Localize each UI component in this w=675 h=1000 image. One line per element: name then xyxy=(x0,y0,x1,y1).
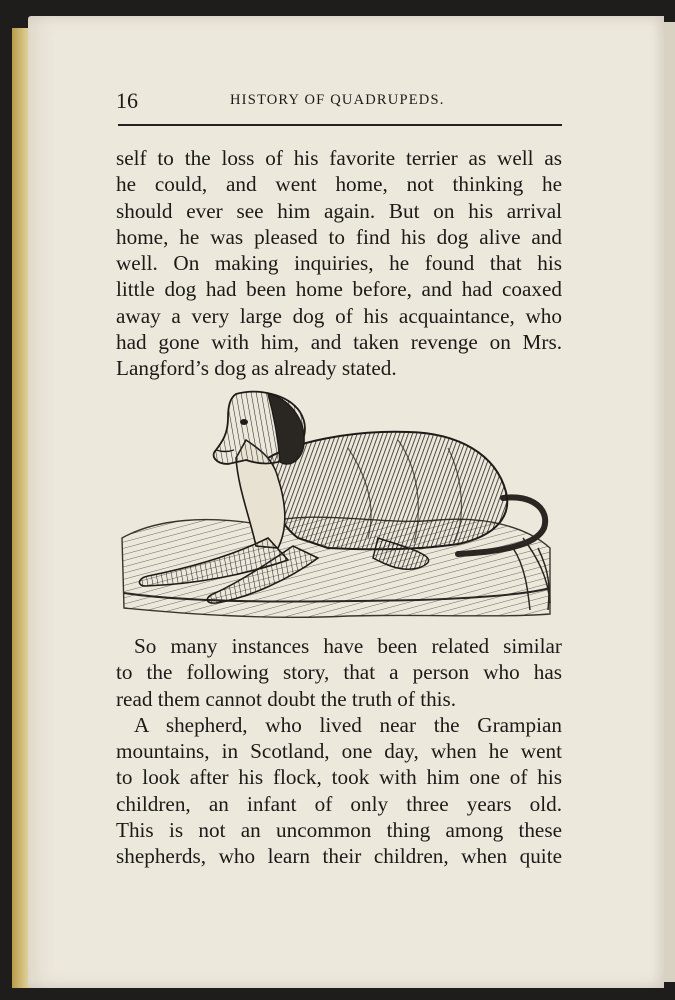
dog-body xyxy=(268,432,507,549)
text-line: had gone with him, and taken revenge on Mrs. xyxy=(116,330,562,355)
header-rule xyxy=(118,124,562,126)
paragraph-intro xyxy=(116,633,562,870)
text-line: self to the loss of his favorite terrier as well as xyxy=(116,146,562,170)
text-line: mountains, in Scotland, one day, when he went xyxy=(116,739,562,764)
text-line: shepherds, who learn their children, when quite xyxy=(116,844,562,869)
text-line: well. On making inquiries, he found that his xyxy=(116,251,562,276)
text-line: Langford’s dog as already stated. xyxy=(116,356,397,381)
page-number: 16 xyxy=(116,88,138,113)
text-line: read them cannot doubt the truth of this. xyxy=(116,686,457,711)
paragraph-continued xyxy=(116,145,562,382)
dog-woodcut-illustration xyxy=(118,388,554,624)
text-line: This is not an uncommon thing among these xyxy=(116,818,562,843)
running-head: HISTORY OF QUADRUPEDS. xyxy=(230,92,445,108)
text-line: A shepherd, who lived near the Grampian xyxy=(134,712,562,737)
text-line: home, he was pleased to find his dog alive and xyxy=(116,224,562,249)
text-line: children, an infant of only three years old. xyxy=(116,791,562,816)
text-line: So many instances have been related similar xyxy=(134,634,562,658)
text-line: little dog had been home before, and had coaxed xyxy=(116,277,562,302)
text-line: he could, and went home, not thinking he xyxy=(116,172,562,197)
text-line: should ever see him again. But on his arrival xyxy=(116,198,562,223)
text-line: away a very large dog of his acquaintance, who xyxy=(116,303,562,328)
text-line: to look after his flock, took with him one of his xyxy=(116,765,562,790)
text-line: to the following story, that a person who has xyxy=(116,660,562,685)
